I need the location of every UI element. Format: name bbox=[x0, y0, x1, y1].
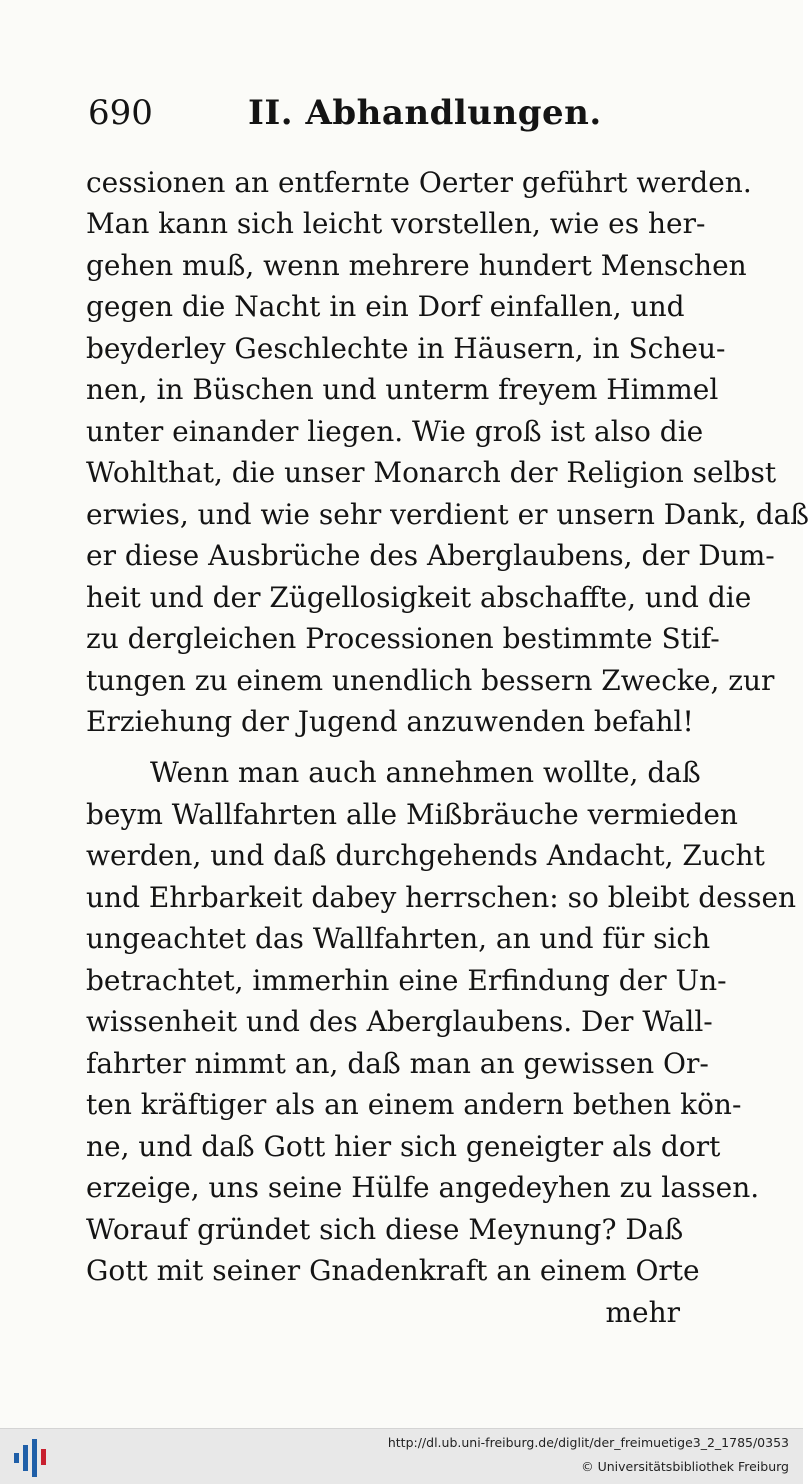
text-line: wissenheit und des Aberglaubens. Der Wall- bbox=[86, 1005, 713, 1038]
text-line: fahrter nimmt an, daß man an gewissen Or- bbox=[86, 1047, 709, 1080]
text-line: erwies, und wie sehr verdient er unsern Dank, daß bbox=[86, 498, 809, 531]
running-title: II. Abhandlungen. bbox=[248, 93, 602, 133]
copyright-notice: © Universitätsbibliothek Freiburg bbox=[581, 1459, 789, 1474]
paragraph-start-line: Wenn man auch annehmen wollte, daß bbox=[150, 756, 701, 789]
text-line: Erziehung der Jugend anzuwenden befahl! bbox=[86, 705, 694, 738]
text-line: Man kann sich leicht vorstellen, wie es her- bbox=[86, 207, 706, 240]
text-line: Gott mit seiner Gnadenkraft an einem Orte bbox=[86, 1254, 700, 1287]
text-line: cessionen an entfernte Oerter geführt werden. bbox=[86, 166, 752, 199]
text-line: zu dergleichen Processionen bestimmte Stif- bbox=[86, 622, 720, 655]
viewer-footer bbox=[0, 1428, 803, 1484]
text-line: Wohlthat, die unser Monarch der Religion selbst bbox=[86, 456, 777, 489]
text-line: ten kräftiger als an einem andern bethen kön- bbox=[86, 1088, 742, 1121]
text-line: heit und der Zügellosigkeit abschaffte, und die bbox=[86, 581, 752, 614]
text-line: erzeige, uns seine Hülfe angedeyhen zu lassen. bbox=[86, 1171, 760, 1204]
text-line: ne, und daß Gott hier sich geneigter als dort bbox=[86, 1130, 721, 1163]
text-line: er diese Ausbrüche des Aberglaubens, der Dum- bbox=[86, 539, 775, 572]
text-line: werden, und daß durchgehends Andacht, Zucht bbox=[86, 839, 765, 872]
permalink-url[interactable]: http://dl.ub.uni-freiburg.de/diglit/der_freimuetige3_2_1785/0353 bbox=[387, 1435, 789, 1450]
text-line: unter einander liegen. Wie groß ist also die bbox=[86, 415, 704, 448]
text-line: gegen die Nacht in ein Dorf einfallen, und bbox=[86, 290, 685, 323]
page-number: 690 bbox=[88, 93, 153, 133]
text-line: beyderley Geschlechte in Häusern, in Scheu- bbox=[86, 332, 726, 365]
page-header bbox=[88, 88, 688, 138]
library-logo-icon bbox=[10, 1437, 50, 1477]
text-line: betrachtet, immerhin eine Erfindung der Un- bbox=[86, 964, 727, 997]
catchword: mehr bbox=[605, 1296, 680, 1329]
text-line: Worauf gründet sich diese Meynung? Daß bbox=[86, 1213, 684, 1246]
text-line: beym Wallfahrten alle Mißbräuche vermieden bbox=[86, 798, 738, 831]
text-line: nen, in Büschen und unterm freyem Himmel bbox=[86, 373, 719, 406]
text-line: tungen zu einem unendlich bessern Zwecke, zur bbox=[86, 664, 775, 697]
text-line: ungeachtet das Wallfahrten, an und für sich bbox=[86, 922, 711, 955]
text-line: und Ehrbarkeit dabey herrschen: so bleibt dessen bbox=[86, 881, 797, 914]
text-line: gehen muß, wenn mehrere hundert Menschen bbox=[86, 249, 747, 282]
